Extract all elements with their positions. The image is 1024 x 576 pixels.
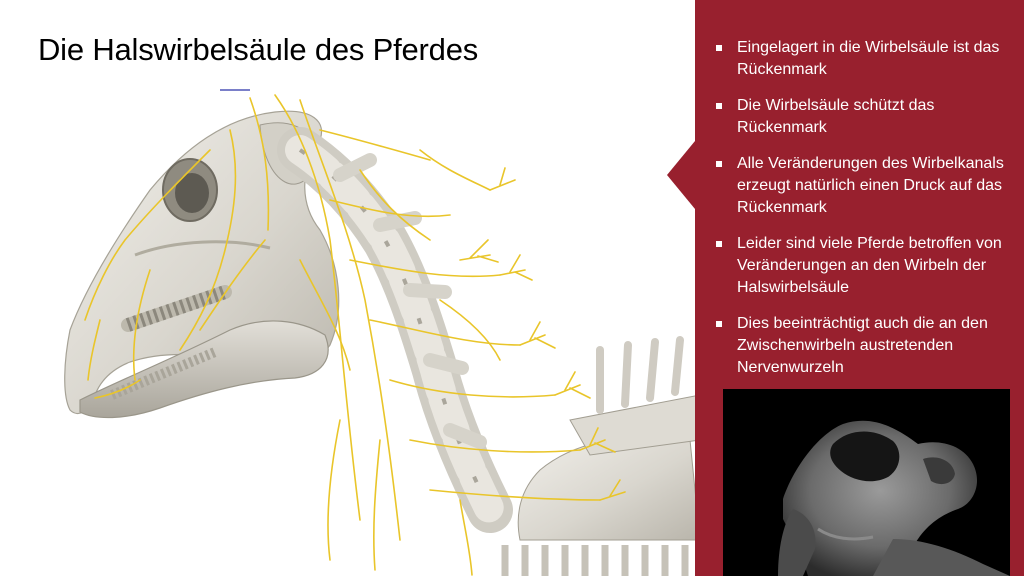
bullet-square-icon [716,241,722,247]
bullet-item [710,153,1020,219]
bullet-text: Dies beeinträchtigt auch die an den Zwischenwirbeln austretenden Nervenwurzeln [737,315,988,376]
panel-pointer [667,141,695,209]
bullet-item [710,95,1020,139]
bullet-item [710,313,1020,379]
bullet-text: Leider sind viele Pferde betroffen von Veränderungen an den Wirbeln der Halswirbelsäule [737,235,1002,296]
thorax [505,340,700,576]
bullet-text: Eingelagert in die Wirbelsäule ist das Rückenmark [737,39,1000,78]
vertebra-render-image [723,389,1010,576]
bullet-square-icon [716,103,722,109]
slide-title: Die Halswirbelsäule des Pferdes [38,32,479,67]
bullet-panel [695,0,1024,576]
bullet-text: Alle Veränderungen des Wirbelkanals erzeugt natürlich einen Druck auf das Rückenmark [737,155,1004,216]
bullet-square-icon [716,321,722,327]
bullet-square-icon [716,161,722,167]
bullet-square-icon [716,45,722,51]
bullet-list [710,37,1020,393]
bullet-item [710,233,1020,299]
bullet-item [710,37,1020,81]
bullet-text: Die Wirbelsäule schützt das Rückenmark [737,97,935,136]
